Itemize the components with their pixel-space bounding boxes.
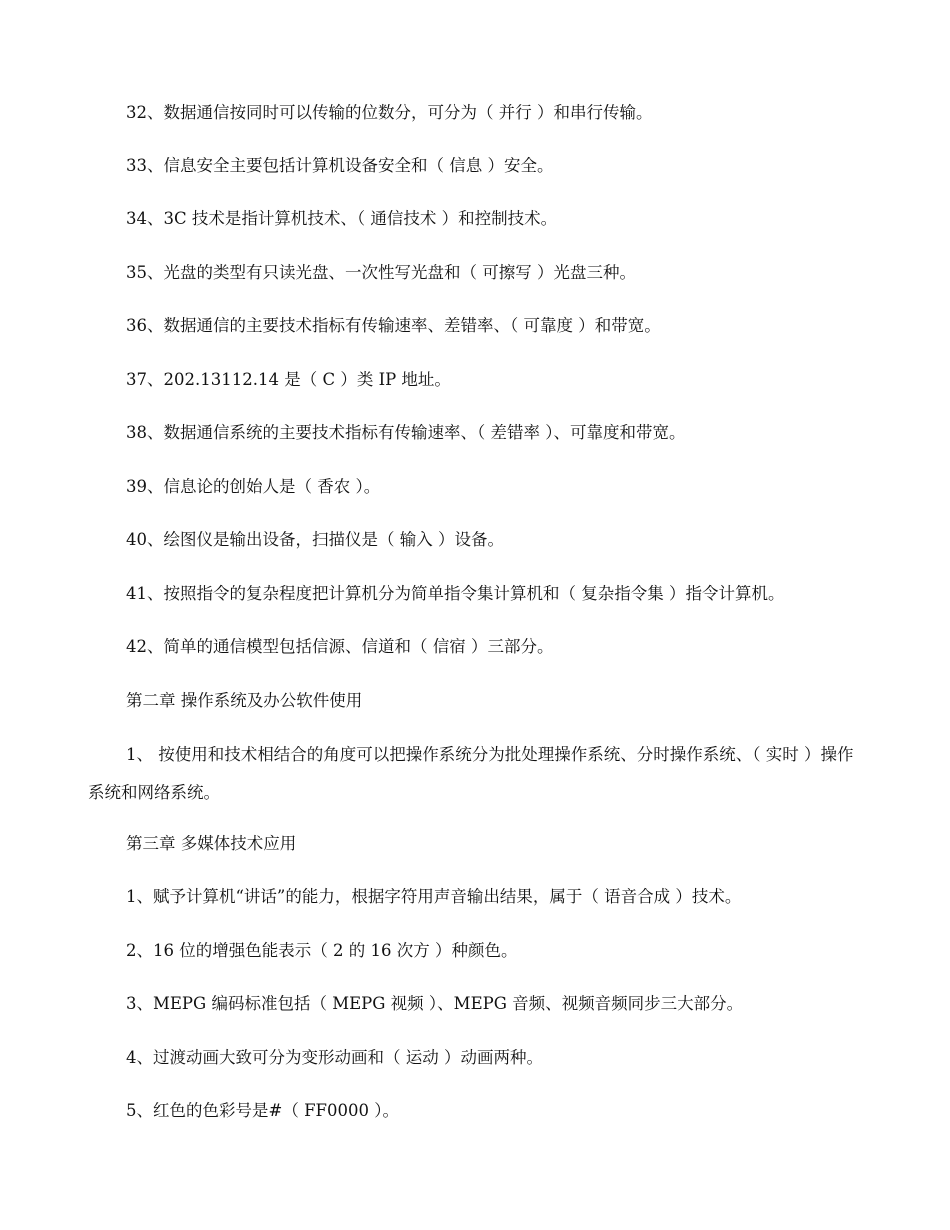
chapter-3-heading: 第三章 多媒体技术应用 xyxy=(126,834,297,853)
question-40: 40、绘图仪是输出设备，扫描仪是（ 输入 ）设备。 xyxy=(126,530,504,549)
question-41: 41、按照指令的复杂程度把计算机分为简单指令集计算机和（ 复杂指令集 ）指令计算机。 xyxy=(126,584,785,603)
chapter-3-question-1: 1、赋予计算机“讲话”的能力，根据字符用声音输出结果，属于（ 语音合成 ）技术。 xyxy=(126,887,742,906)
question-35: 35、光盘的类型有只读光盘、一次性写光盘和（ 可擦写 ）光盘三种。 xyxy=(126,263,636,282)
question-38: 38、数据通信系统的主要技术指标有传输速率、（ 差错率 ）、可靠度和带宽。 xyxy=(126,423,686,442)
question-39: 39、信息论的创始人是（ 香农 ）。 xyxy=(126,477,381,496)
question-32: 32、数据通信按同时可以传输的位数分，可分为（ 并行 ）和串行传输。 xyxy=(126,103,653,122)
chapter-3-question-5: 5、红色的色彩号是#（ FF0000 ）。 xyxy=(126,1101,399,1120)
chapter-3-question-2: 2、16 位的增强色能表示（ 2 的 16 次方 ）种颜色。 xyxy=(126,941,518,960)
chapter-2-heading: 第二章 操作系统及办公软件使用 xyxy=(126,691,363,710)
chapter-3-question-3: 3、MEPG 编码标准包括（ MEPG 视频 ）、MEPG 音频、视频音频同步三大部分。 xyxy=(126,994,744,1013)
chapter-3-question-4: 4、过渡动画大致可分为变形动画和（ 运动 ）动画两种。 xyxy=(126,1048,543,1067)
question-34: 34、3C 技术是指计算机技术、（ 通信技术 ）和控制技术。 xyxy=(126,209,558,228)
question-37: 37、202.13112.14 是（ C ）类 IP 地址。 xyxy=(126,370,451,389)
question-33: 33、信息安全主要包括计算机设备安全和（ 信息 ）安全。 xyxy=(126,156,554,175)
question-42: 42、简单的通信模型包括信源、信道和（ 信宿 ）三部分。 xyxy=(126,637,554,656)
chapter-2-question-1: 1、 按使用和技术相结合的角度可以把操作系统分为批处理操作系统、分时操作系统、（ 实时 ）操作系统和网络系统。 xyxy=(88,745,854,802)
question-36: 36、数据通信的主要技术指标有传输速率、差错率、（ 可靠度 ）和带宽。 xyxy=(126,316,661,335)
